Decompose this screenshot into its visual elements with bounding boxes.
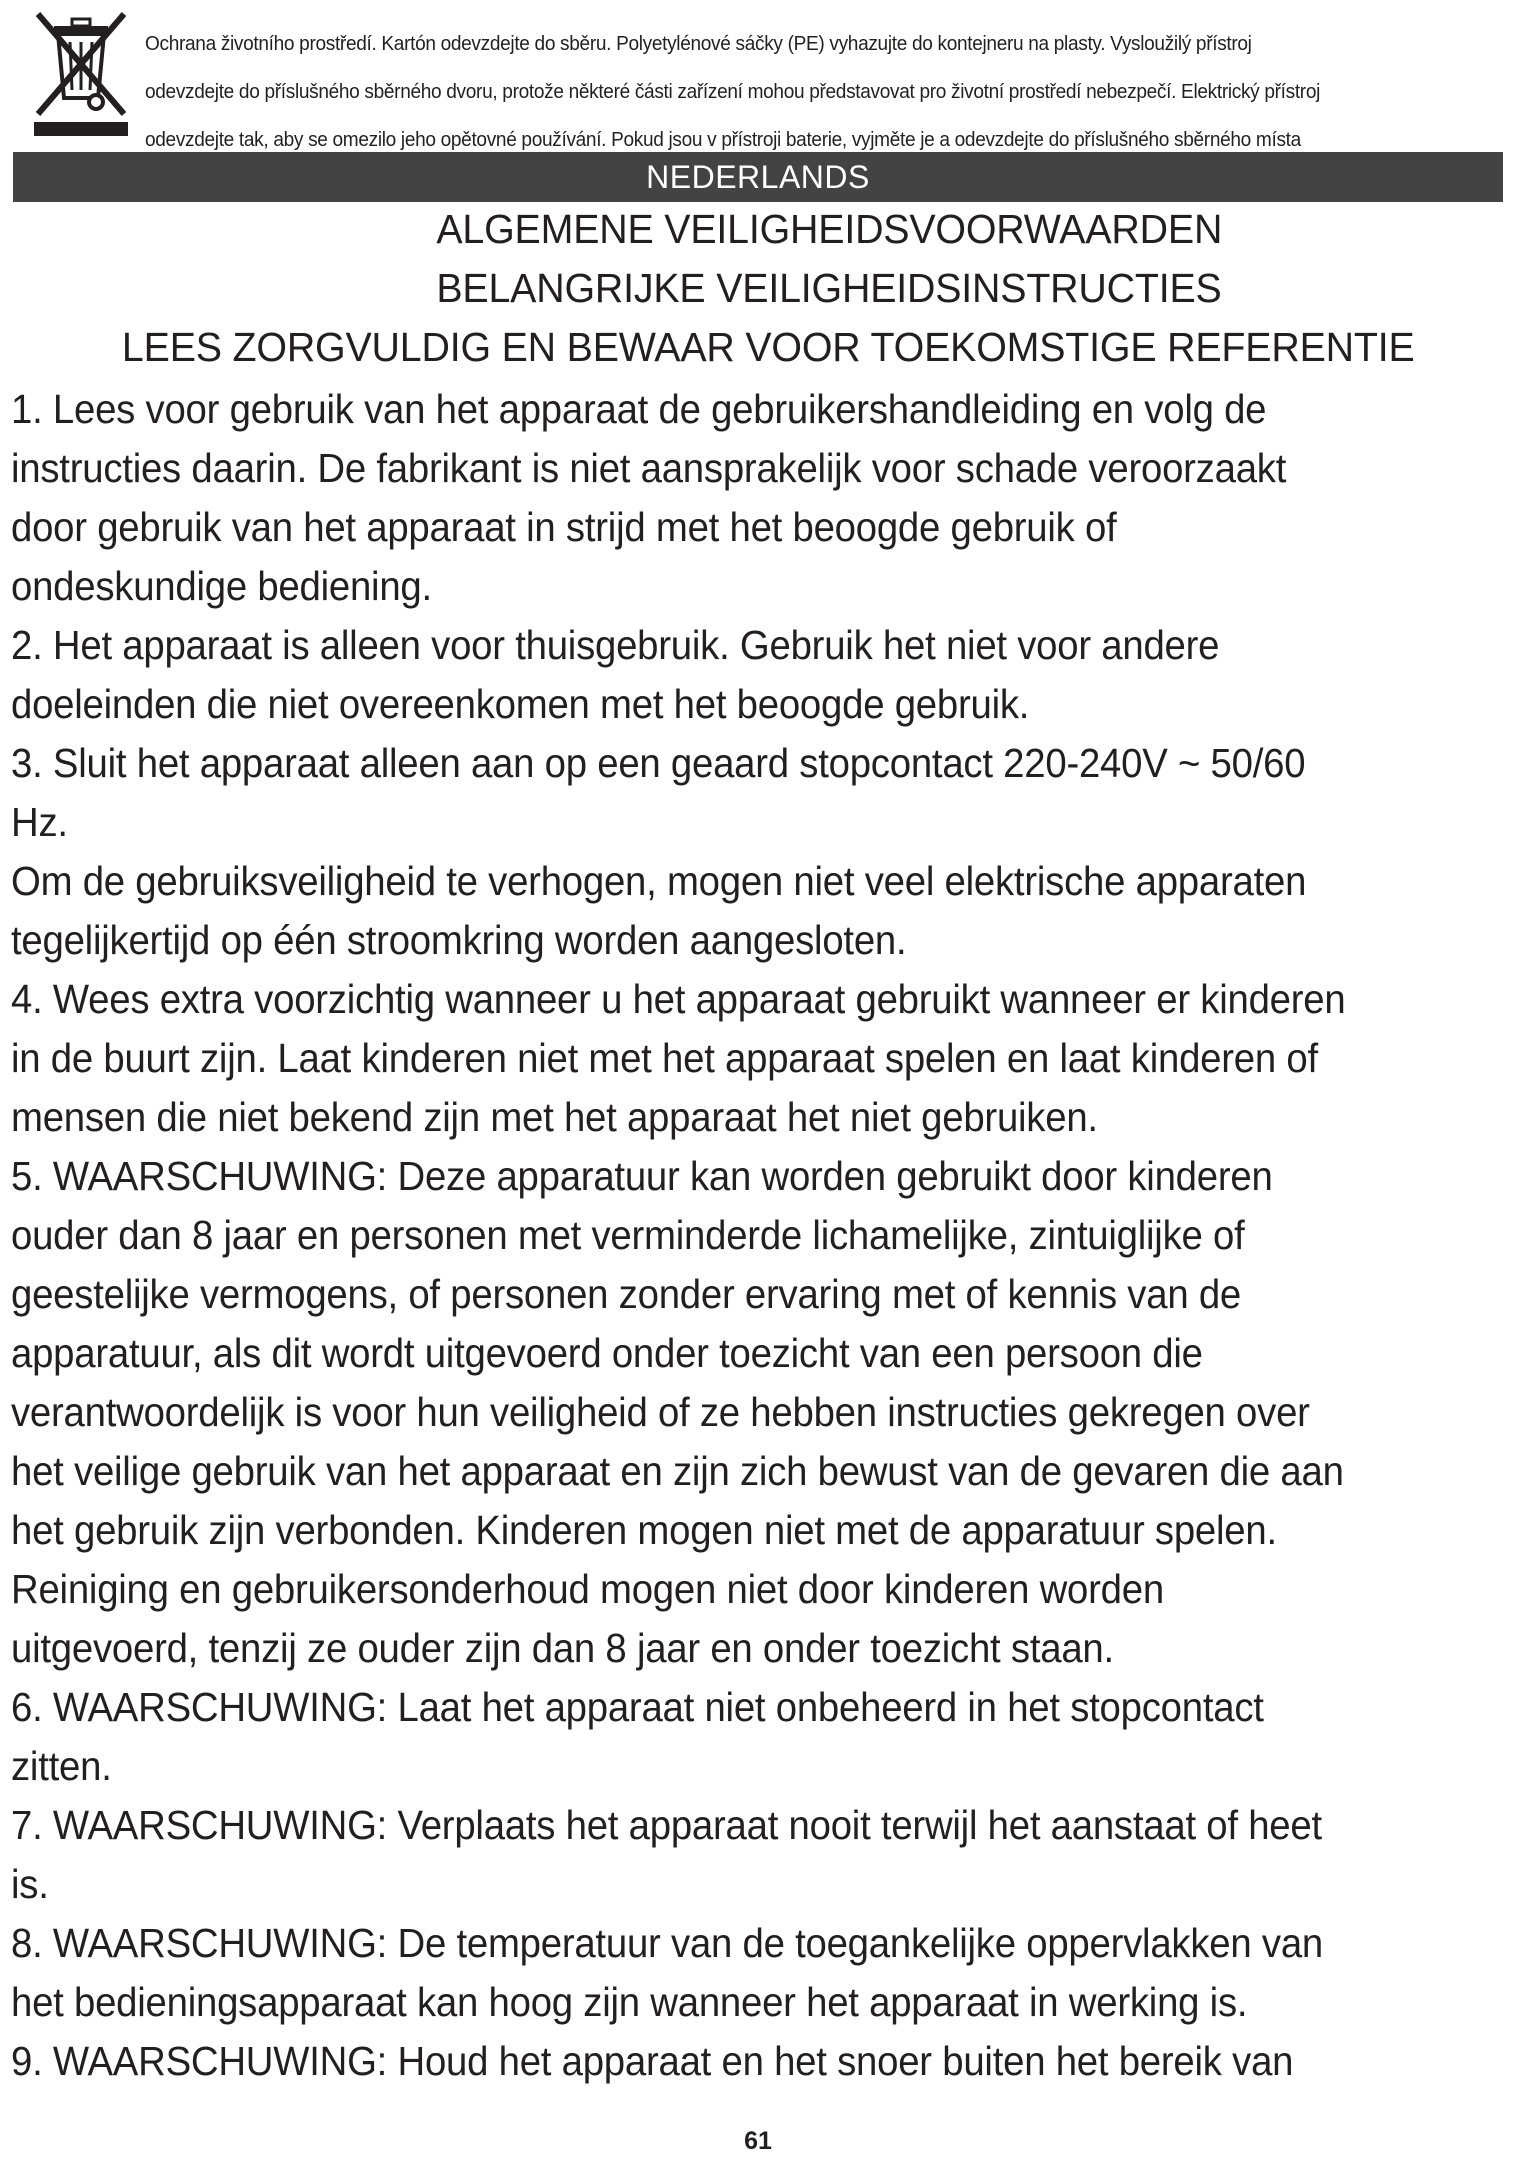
disposal-line: odevzdejte tak, aby se omezilo jeho opětovné používání. Pokud jsou v přístroji baterie, vyjměte je a odevzdejte do příslušného sběrného místa bbox=[145, 128, 1301, 151]
body-line: Reiniging en gebruikersonderhoud mogen niet door kinderen worden bbox=[11, 1566, 1164, 1612]
safety-instructions-body bbox=[11, 380, 1516, 2091]
title-line bbox=[13, 200, 1503, 259]
body-line: uitgevoerd, tenzij ze ouder zijn dan 8 jaar en onder toezicht staan. bbox=[11, 1625, 1114, 1671]
body-line: 9. WAARSCHUWING: Houd het apparaat en het snoer buiten het bereik van bbox=[11, 2038, 1294, 2084]
page-number: 61 bbox=[744, 2127, 772, 2155]
crossed-out-wheelie-bin-icon bbox=[28, 6, 134, 138]
safety-titles bbox=[13, 200, 1503, 377]
body-line: in de buurt zijn. Laat kinderen niet met het apparaat spelen en laat kinderen of bbox=[11, 1035, 1318, 1081]
disposal-line: odevzdejte do příslušného sběrného dvoru, protože některé části zařízení mohou představovat pro životní prostředí nebezpečí. Elektrický přístroj bbox=[145, 80, 1321, 103]
title-general-safety: ALGEMENE VEILIGHEIDSVOORWAARDEN bbox=[436, 206, 1222, 252]
body-line: het veilige gebruik van het apparaat en zijn zich bewust van de gevaren die aan bbox=[11, 1448, 1344, 1494]
body-line: 1. Lees voor gebruik van het apparaat de gebruikershandleiding en volg de bbox=[11, 386, 1267, 432]
title-line bbox=[13, 318, 1503, 377]
body-line: 4. Wees extra voorzichtig wanneer u het apparaat gebruikt wanneer er kinderen bbox=[11, 976, 1346, 1022]
language-section-header: NEDERLANDS bbox=[13, 152, 1503, 202]
title-line bbox=[13, 259, 1503, 318]
body-line: het bedieningsapparaat kan hoog zijn wanneer het apparaat in werking is. bbox=[11, 1979, 1248, 2025]
body-line: instructies daarin. De fabrikant is niet aansprakelijk voor schade veroorzaakt bbox=[11, 445, 1287, 491]
body-line: mensen die niet bekend zijn met het apparaat het niet gebruiken. bbox=[11, 1094, 1098, 1140]
title-important-instructions: BELANGRIJKE VEILIGHEIDSINSTRUCTIES bbox=[436, 265, 1222, 311]
body-line: is. bbox=[11, 1861, 49, 1907]
body-line: het gebruik zijn verbonden. Kinderen mogen niet met de apparatuur spelen. bbox=[11, 1507, 1277, 1553]
title-read-carefully: LEES ZORGVULDIG EN BEWAAR VOOR TOEKOMSTIGE REFERENTIE bbox=[121, 324, 1415, 370]
body-line: zitten. bbox=[11, 1743, 112, 1789]
body-line: verantwoordelijk is voor hun veiligheid of ze hebben instructies gekregen over bbox=[11, 1389, 1310, 1435]
body-line: 5. WAARSCHUWING: Deze apparatuur kan worden gebruikt door kinderen bbox=[11, 1153, 1273, 1199]
body-line: ondeskundige bediening. bbox=[11, 563, 432, 609]
body-line: door gebruik van het apparaat in strijd met het beoogde gebruik of bbox=[11, 504, 1117, 550]
disposal-line: Ochrana životního prostředí. Kartón odevzdejte do sběru. Polyetylénové sáčky (PE) vyhazujte do kontejneru na plasty. Vysloužilý přístroj bbox=[145, 32, 1252, 55]
body-line: doeleinden die niet overeenkomen met het beoogde gebruik. bbox=[11, 681, 1030, 727]
body-line: Om de gebruiksveiligheid te verhogen, mogen niet veel elektrische apparaten bbox=[11, 858, 1307, 904]
body-line: 8. WAARSCHUWING: De temperatuur van de toegankelijke oppervlakken van bbox=[11, 1920, 1323, 1966]
body-line: tegelijkertijd op één stroomkring worden aangesloten. bbox=[11, 917, 907, 963]
body-line: ouder dan 8 jaar en personen met verminderde lichamelijke, zintuiglijke of bbox=[11, 1212, 1245, 1258]
body-line: geestelijke vermogens, of personen zonder ervaring met of kennis van de bbox=[11, 1271, 1242, 1317]
body-line: apparatuur, als dit wordt uitgevoerd onder toezicht van een persoon die bbox=[11, 1330, 1203, 1376]
body-line: 6. WAARSCHUWING: Laat het apparaat niet onbeheerd in het stopcontact bbox=[11, 1684, 1264, 1730]
body-line: 3. Sluit het apparaat alleen aan op een geaard stopcontact 220-240V ~ 50/60 bbox=[11, 740, 1306, 786]
body-line: Hz. bbox=[11, 799, 68, 845]
body-line: 7. WAARSCHUWING: Verplaats het apparaat nooit terwijl het aanstaat of heet bbox=[11, 1802, 1322, 1848]
disposal-notice bbox=[28, 6, 1508, 151]
body-line: 2. Het apparaat is alleen voor thuisgebruik. Gebruik het niet voor andere bbox=[11, 622, 1220, 668]
